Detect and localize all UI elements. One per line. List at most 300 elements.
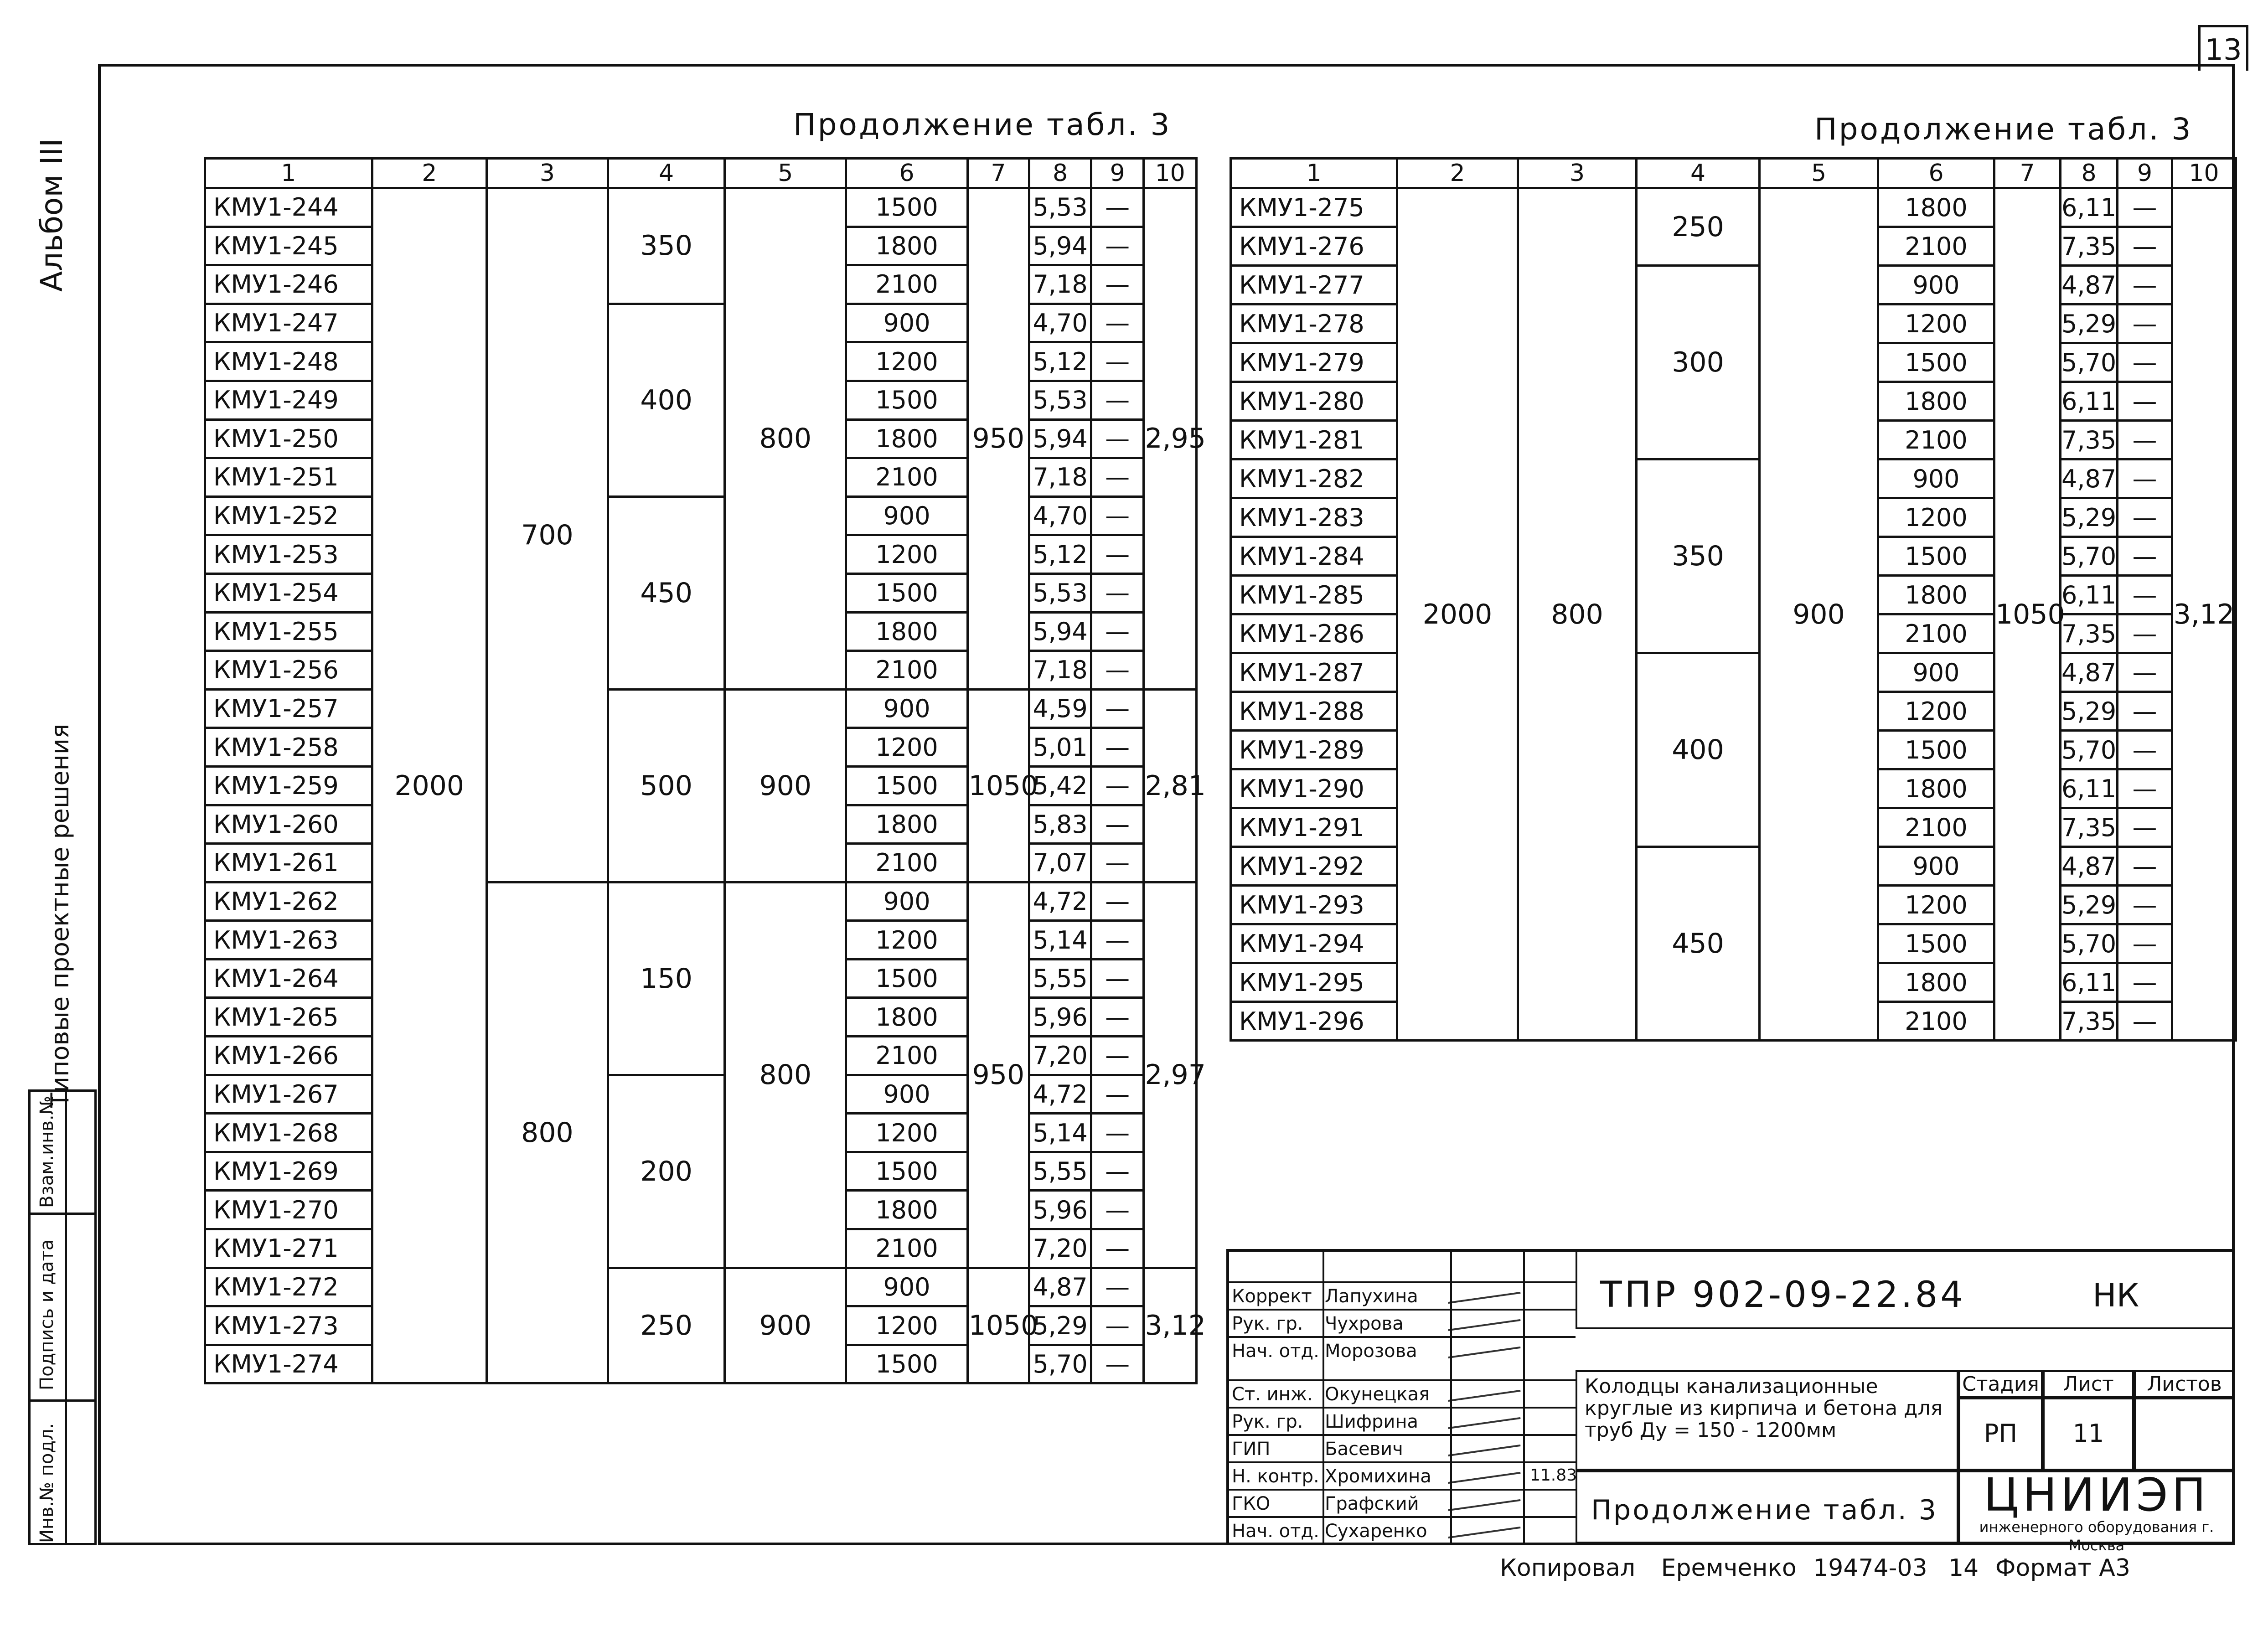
stamp-person: Окунецкая (1325, 1384, 1430, 1405)
depth-value: 1200 (1878, 692, 1994, 731)
manhole-mark: КМУ1-291 (1231, 808, 1397, 847)
manhole-mark: КМУ1-271 (205, 1229, 372, 1268)
dash-cell: — (1091, 689, 1144, 728)
manhole-mark: КМУ1-257 (205, 689, 372, 728)
merged-c4: 200 (608, 1075, 725, 1268)
volume-value: 7,07 (1029, 844, 1091, 882)
volume-value: 5,70 (2061, 924, 2118, 963)
volume-value: 5,55 (1029, 1152, 1091, 1191)
merged-c4: 250 (1637, 188, 1760, 266)
doc-mark: НК (2092, 1277, 2139, 1314)
depth-value: 2100 (846, 651, 967, 690)
manhole-mark: КМУ1-255 (205, 612, 372, 651)
footer-copied (1500, 1554, 2130, 1582)
table-row (1231, 653, 2236, 692)
table-row (1231, 459, 2236, 498)
depth-value: 900 (846, 882, 967, 921)
merged-c7: 1050 (967, 689, 1029, 882)
sheet-value: 11 (2043, 1398, 2134, 1471)
dash-cell: — (1091, 728, 1144, 767)
org-cell (1958, 1468, 2235, 1554)
volume-value: 5,70 (2061, 731, 2118, 769)
volume-value: 4,87 (2061, 653, 2118, 692)
manhole-mark: КМУ1-276 (1231, 227, 1397, 266)
dash-cell: — (1091, 458, 1144, 497)
stamp-divider (1450, 1252, 1452, 1543)
volume-value: 5,29 (2061, 692, 2118, 731)
manhole-mark: КМУ1-272 (205, 1268, 372, 1306)
merged-c7: 950 (967, 882, 1029, 1268)
manhole-mark: КМУ1-268 (205, 1114, 372, 1152)
volume-value: 7,35 (2061, 227, 2118, 266)
dash-cell: — (1091, 573, 1144, 612)
merged-c10: 2,97 (1144, 882, 1197, 1268)
volume-value: 5,12 (1029, 535, 1091, 574)
table-row (205, 304, 1197, 342)
depth-value: 1500 (846, 573, 967, 612)
depth-value: 2100 (846, 458, 967, 497)
col-header-8: 8 (2061, 159, 2118, 188)
volume-value: 5,53 (1029, 381, 1091, 419)
dash-cell: — (2118, 769, 2172, 808)
depth-value: 2100 (846, 1229, 967, 1268)
volume-value: 5,70 (2061, 343, 2118, 382)
merged-c5: 900 (725, 1268, 846, 1383)
manhole-mark: КМУ1-252 (205, 496, 372, 535)
col-header-6: 6 (846, 159, 967, 188)
depth-value: 900 (1878, 459, 1994, 498)
col-header-7: 7 (967, 159, 1029, 188)
manhole-mark: КМУ1-285 (1231, 576, 1397, 614)
volume-value: 7,35 (2061, 614, 2118, 653)
merged-c2: 2000 (372, 188, 486, 1383)
manhole-mark: КМУ1-274 (205, 1345, 372, 1383)
dash-cell: — (1091, 1191, 1144, 1229)
stamp-person: Морозова (1325, 1341, 1417, 1362)
manhole-mark: КМУ1-244 (205, 188, 372, 227)
volume-value: 7,18 (1029, 458, 1091, 497)
stamp-role: ГИП (1232, 1439, 1271, 1460)
depth-value: 2100 (1878, 1002, 1994, 1041)
depth-value: 900 (846, 304, 967, 342)
stamp-person: Хромихина (1325, 1466, 1431, 1487)
sheet-label: Лист (2043, 1370, 2134, 1398)
dash-cell: — (1091, 921, 1144, 960)
manhole-mark: КМУ1-277 (1231, 266, 1397, 304)
signature (1448, 1390, 1521, 1402)
dash-cell: — (1091, 882, 1144, 921)
merged-c4: 400 (1637, 653, 1760, 847)
table-row (205, 188, 1197, 227)
dash-cell: — (2118, 537, 2172, 576)
merged-c10: 2,81 (1144, 689, 1197, 882)
stamp-divider (1323, 1252, 1324, 1543)
manhole-mark: КМУ1-278 (1231, 304, 1397, 343)
dash-cell: — (1091, 998, 1144, 1037)
stamp-role: Рук. гр. (1232, 1411, 1303, 1432)
volume-value: 4,70 (1029, 304, 1091, 342)
depth-value: 2100 (846, 1037, 967, 1075)
manhole-mark: КМУ1-287 (1231, 653, 1397, 692)
manhole-mark: КМУ1-266 (205, 1037, 372, 1075)
dash-cell: — (1091, 419, 1144, 458)
volume-value: 4,72 (1029, 882, 1091, 921)
manhole-mark: КМУ1-245 (205, 227, 372, 265)
volume-value: 5,29 (2061, 304, 2118, 343)
col-header-3: 3 (486, 159, 608, 188)
volume-value: 7,35 (2061, 808, 2118, 847)
dash-cell: — (2118, 886, 2172, 924)
col-header-10: 10 (2172, 159, 2236, 188)
copy-number: 14 (1948, 1554, 1979, 1582)
dash-cell: — (2118, 731, 2172, 769)
col-header-5: 5 (1760, 159, 1878, 188)
dash-cell: — (1091, 304, 1144, 342)
dash-cell: — (2118, 421, 2172, 459)
col-header-6: 6 (1878, 159, 1994, 188)
volume-value: 5,94 (1029, 419, 1091, 458)
manhole-mark: КМУ1-295 (1231, 963, 1397, 1002)
dash-cell: — (1091, 1152, 1144, 1191)
dash-cell: — (1091, 1306, 1144, 1345)
manhole-mark: КМУ1-260 (205, 805, 372, 844)
merged-c4: 150 (608, 882, 725, 1075)
depth-value: 1800 (846, 805, 967, 844)
stamp-divider (1523, 1252, 1525, 1543)
col-header-9: 9 (1091, 159, 1144, 188)
manhole-mark: КМУ1-254 (205, 573, 372, 612)
depth-value: 1500 (846, 1345, 967, 1383)
manhole-mark: КМУ1-280 (1231, 382, 1397, 421)
depth-value: 1500 (846, 188, 967, 227)
dash-cell: — (2118, 847, 2172, 886)
manhole-mark: КМУ1-250 (205, 419, 372, 458)
depth-value: 1200 (1878, 498, 1994, 537)
depth-value: 1200 (846, 921, 967, 960)
col-header-4: 4 (1637, 159, 1760, 188)
sheet-title: Продолжение табл. 3 (1591, 1494, 1938, 1526)
signature (1448, 1527, 1521, 1538)
depth-value: 900 (846, 496, 967, 535)
stamp-role: Ст. инж. (1232, 1384, 1313, 1405)
dash-cell: — (2118, 653, 2172, 692)
merged-c4: 400 (608, 304, 725, 496)
manhole-mark: КМУ1-251 (205, 458, 372, 497)
volume-value: 5,14 (1029, 921, 1091, 960)
manhole-mark: КМУ1-247 (205, 304, 372, 342)
manhole-mark: КМУ1-264 (205, 959, 372, 998)
depth-value: 1200 (846, 1114, 967, 1152)
dash-cell: — (2118, 498, 2172, 537)
volume-value: 5,70 (2061, 537, 2118, 576)
manhole-mark: КМУ1-289 (1231, 731, 1397, 769)
dash-cell: — (2118, 614, 2172, 653)
series-label: Типовые проектные решения (46, 723, 74, 1108)
merged-c5: 900 (725, 689, 846, 882)
table-row (205, 689, 1197, 728)
org-name: ЦНИИЭП (1984, 1468, 2210, 1522)
volume-value: 5,70 (1029, 1345, 1091, 1383)
margin-label-replace: Взам.инв.№ (36, 1095, 57, 1208)
signature (1448, 1499, 1521, 1511)
volume-value: 5,01 (1029, 728, 1091, 767)
dash-cell: — (1091, 805, 1144, 844)
table-row (205, 1075, 1197, 1114)
manhole-mark: КМУ1-258 (205, 728, 372, 767)
manhole-mark: КМУ1-265 (205, 998, 372, 1037)
col-header-1: 1 (205, 159, 372, 188)
depth-value: 1800 (846, 419, 967, 458)
manhole-mark: КМУ1-253 (205, 535, 372, 574)
title-block (1226, 1249, 2235, 1554)
dash-cell: — (1091, 1229, 1144, 1268)
depth-value: 2100 (1878, 421, 1994, 459)
depth-value: 900 (846, 1268, 967, 1306)
manhole-mark: КМУ1-286 (1231, 614, 1397, 653)
right-table (1230, 157, 2237, 1042)
dash-cell: — (1091, 959, 1144, 998)
merged-c5: 900 (1760, 188, 1878, 1041)
dash-cell: — (2118, 459, 2172, 498)
depth-value: 1200 (846, 535, 967, 574)
depth-value: 2100 (1878, 808, 1994, 847)
volume-value: 5,83 (1029, 805, 1091, 844)
merged-c4: 450 (1637, 847, 1760, 1041)
volume-value: 4,87 (2061, 266, 2118, 304)
doc-code: ТПР 902-09-22.84 (1600, 1275, 1966, 1316)
col-header-2: 2 (1397, 159, 1518, 188)
volume-value: 6,11 (2061, 576, 2118, 614)
volume-value: 7,20 (1029, 1229, 1091, 1268)
manhole-mark: КМУ1-283 (1231, 498, 1397, 537)
col-header-5: 5 (725, 159, 846, 188)
dash-cell: — (2118, 343, 2172, 382)
table-row (1231, 847, 2236, 886)
depth-value: 900 (1878, 266, 1994, 304)
volume-value: 4,70 (1029, 496, 1091, 535)
depth-value: 1500 (1878, 343, 1994, 382)
merged-c4: 350 (1637, 459, 1760, 653)
dash-cell: — (1091, 1345, 1144, 1383)
manhole-mark: КМУ1-273 (205, 1306, 372, 1345)
col-header-9: 9 (2118, 159, 2172, 188)
dash-cell: — (1091, 342, 1144, 381)
depth-value: 2100 (1878, 227, 1994, 266)
format-label: Формат А3 (1995, 1554, 2130, 1582)
margin-label-sign: Подпись и дата (36, 1239, 57, 1390)
volume-value: 5,42 (1029, 766, 1091, 805)
stamp-person: Лапухина (1325, 1286, 1418, 1307)
depth-value: 2100 (846, 265, 967, 304)
depth-value: 2100 (1878, 614, 1994, 653)
signature (1448, 1347, 1521, 1358)
manhole-mark: КМУ1-256 (205, 651, 372, 690)
manhole-mark: КМУ1-288 (1231, 692, 1397, 731)
manhole-mark: КМУ1-290 (1231, 769, 1397, 808)
depth-value: 1500 (1878, 924, 1994, 963)
manhole-mark: КМУ1-267 (205, 1075, 372, 1114)
depth-value: 1500 (846, 381, 967, 419)
merged-c4: 300 (1637, 266, 1760, 459)
col-header-2: 2 (372, 159, 486, 188)
depth-value: 900 (1878, 847, 1994, 886)
dash-cell: — (2118, 266, 2172, 304)
manhole-mark: КМУ1-270 (205, 1191, 372, 1229)
merged-c10: 3,12 (1144, 1268, 1197, 1383)
manhole-mark: КМУ1-293 (1231, 886, 1397, 924)
volume-value: 7,18 (1029, 651, 1091, 690)
manhole-mark: КМУ1-248 (205, 342, 372, 381)
stamp-person: Графский (1325, 1493, 1419, 1514)
volume-value: 5,29 (1029, 1306, 1091, 1345)
merged-c2: 2000 (1397, 188, 1518, 1041)
volume-value: 6,11 (2061, 382, 2118, 421)
doc-title: Колодцы канализационные круглые из кирпича и бетона для труб Ду = 150 - 1200мм (1585, 1375, 1943, 1442)
dash-cell: — (1091, 844, 1144, 882)
merged-c7: 1050 (1994, 188, 2061, 1041)
dash-cell: — (2118, 188, 2172, 227)
merged-c3: 800 (1518, 188, 1637, 1041)
depth-value: 1200 (846, 1306, 967, 1345)
volume-value: 5,53 (1029, 573, 1091, 612)
manhole-mark: КМУ1-263 (205, 921, 372, 960)
stamp-date: 11.83 (1530, 1466, 1577, 1485)
depth-value: 1800 (846, 227, 967, 265)
album-label: Альбом III (34, 138, 69, 292)
volume-value: 5,94 (1029, 612, 1091, 651)
stage-label: Стадия (1958, 1370, 2043, 1398)
org-subtitle: инженерного оборудования г. Москва (1979, 1518, 2214, 1554)
volume-value: 7,20 (1029, 1037, 1091, 1075)
volume-value: 4,59 (1029, 689, 1091, 728)
stamp-person: Басевич (1325, 1439, 1403, 1460)
merged-c7: 1050 (967, 1268, 1029, 1383)
depth-value: 1800 (846, 1191, 967, 1229)
depth-value: 900 (846, 689, 967, 728)
stamp-role: Нач. отд. (1232, 1521, 1319, 1542)
margin-label-inv: Инв.№ подл. (36, 1423, 57, 1543)
manhole-mark: КМУ1-292 (1231, 847, 1397, 886)
sheet-title-cell (1576, 1471, 1958, 1543)
stage-value: РП (1958, 1398, 2043, 1471)
dash-cell: — (1091, 1037, 1144, 1075)
merged-c10: 2,95 (1144, 188, 1197, 690)
dash-cell: — (1091, 535, 1144, 574)
left-table-caption: Продолжение табл. 3 (793, 107, 1172, 142)
stamp-person: Сухаренко (1325, 1521, 1427, 1542)
col-header-7: 7 (1994, 159, 2061, 188)
sheets-value (2134, 1398, 2235, 1471)
dash-cell: — (1091, 1114, 1144, 1152)
manhole-mark: КМУ1-275 (1231, 188, 1397, 227)
volume-value: 4,87 (2061, 459, 2118, 498)
table-row (205, 882, 1197, 921)
dash-cell: — (1091, 766, 1144, 805)
depth-value: 1800 (1878, 576, 1994, 614)
stamp-role: ГКО (1232, 1493, 1271, 1514)
stamp-role: Н. контр. (1232, 1466, 1319, 1487)
stamp-role: Коррект (1232, 1286, 1312, 1307)
table-row (1231, 188, 2236, 227)
dash-cell: — (1091, 227, 1144, 265)
dash-cell: — (2118, 576, 2172, 614)
stamp-roles (1229, 1252, 1576, 1543)
dash-cell: — (1091, 496, 1144, 535)
depth-value: 1800 (1878, 188, 1994, 227)
depth-value: 1500 (846, 959, 967, 998)
volume-value: 4,87 (1029, 1268, 1091, 1306)
depth-value: 1200 (1878, 886, 1994, 924)
dash-cell: — (1091, 612, 1144, 651)
merged-c7: 950 (967, 188, 1029, 690)
manhole-mark: КМУ1-269 (205, 1152, 372, 1191)
volume-value: 6,11 (2061, 769, 2118, 808)
depth-value: 1800 (1878, 963, 1994, 1002)
left-table (204, 157, 1206, 1384)
col-header-4: 4 (608, 159, 725, 188)
depth-value: 900 (1878, 653, 1994, 692)
col-header-8: 8 (1029, 159, 1091, 188)
depth-value: 1500 (846, 766, 967, 805)
signature (1448, 1445, 1521, 1456)
manhole-mark: КМУ1-281 (1231, 421, 1397, 459)
depth-value: 900 (846, 1075, 967, 1114)
signature (1448, 1417, 1521, 1429)
stamp-role: Нач. отд. (1232, 1341, 1319, 1362)
dash-cell: — (2118, 227, 2172, 266)
dash-cell: — (2118, 304, 2172, 343)
volume-value: 5,14 (1029, 1114, 1091, 1152)
merged-c3: 800 (486, 882, 608, 1383)
manhole-mark: КМУ1-282 (1231, 459, 1397, 498)
manhole-mark: КМУ1-262 (205, 882, 372, 921)
copied-label: Копировал (1500, 1554, 1636, 1582)
volume-value: 5,29 (2061, 886, 2118, 924)
signature (1448, 1319, 1521, 1331)
copier-name: Еремченко (1661, 1554, 1797, 1582)
table-row (1231, 266, 2236, 304)
col-header-3: 3 (1518, 159, 1637, 188)
dash-cell: — (1091, 1268, 1144, 1306)
dash-cell: — (2118, 963, 2172, 1002)
volume-value: 4,72 (1029, 1075, 1091, 1114)
sheet-number: 13 (2198, 25, 2248, 71)
manhole-mark: КМУ1-261 (205, 844, 372, 882)
signature (1448, 1292, 1521, 1304)
merged-c4: 500 (608, 689, 725, 882)
title-cell (1576, 1370, 1958, 1471)
manhole-mark: КМУ1-246 (205, 265, 372, 304)
merged-c5: 800 (725, 188, 846, 690)
volume-value: 6,11 (2061, 963, 2118, 1002)
depth-value: 1200 (846, 728, 967, 767)
manhole-mark: КМУ1-296 (1231, 1002, 1397, 1041)
dash-cell: — (2118, 924, 2172, 963)
stamp-person: Шифрина (1325, 1411, 1419, 1432)
dash-cell: — (2118, 808, 2172, 847)
dash-cell: — (1091, 1075, 1144, 1114)
volume-value: 7,35 (2061, 1002, 2118, 1041)
dash-cell: — (1091, 188, 1144, 227)
volume-value: 5,96 (1029, 998, 1091, 1037)
table-row (205, 1268, 1197, 1306)
depth-value: 1800 (1878, 382, 1994, 421)
dash-cell: — (1091, 651, 1144, 690)
dash-cell: — (2118, 1002, 2172, 1041)
depth-value: 1800 (1878, 769, 1994, 808)
volume-value: 5,55 (1029, 959, 1091, 998)
volume-value: 7,35 (2061, 421, 2118, 459)
